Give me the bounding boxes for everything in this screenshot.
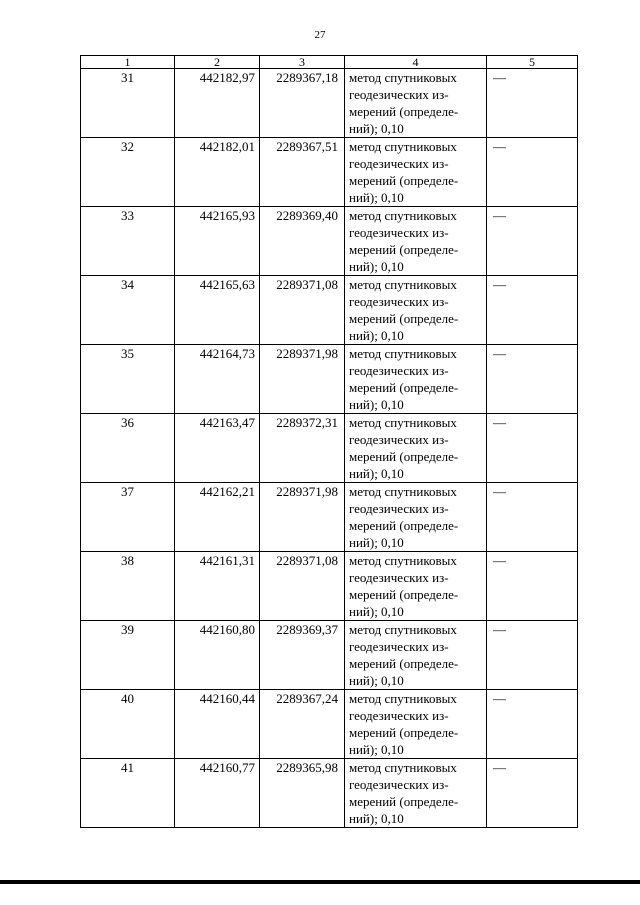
y-coordinate-cell: 2289365,98 bbox=[260, 759, 345, 828]
y-coordinate-cell: 2289371,98 bbox=[260, 345, 345, 414]
note-cell: — bbox=[487, 207, 578, 276]
method-text-line: метод спутниковых bbox=[349, 415, 457, 430]
x-coordinate-cell: 442162,21 bbox=[175, 483, 260, 552]
y-coordinate-cell: 2289371,98 bbox=[260, 483, 345, 552]
method-text-line: метод спутниковых bbox=[349, 139, 457, 154]
method-text-line: мерений (определе- bbox=[349, 104, 459, 119]
method-text-line: ний); 0,10 bbox=[349, 328, 404, 343]
method-text-line: метод спутниковых bbox=[349, 622, 457, 637]
x-coordinate-cell: 442160,44 bbox=[175, 690, 260, 759]
method-cell bbox=[345, 552, 487, 621]
note-cell: — bbox=[487, 621, 578, 690]
y-coordinate-cell: 2289371,08 bbox=[260, 276, 345, 345]
method-text-line: метод спутниковых bbox=[349, 208, 457, 223]
method-text-line: геодезических из- bbox=[349, 570, 449, 585]
x-coordinate-cell: 442182,97 bbox=[175, 69, 260, 138]
note-cell: — bbox=[487, 69, 578, 138]
table-row bbox=[81, 483, 578, 552]
point-number-cell: 38 bbox=[81, 552, 175, 621]
method-text-line: ний); 0,10 bbox=[349, 259, 404, 274]
column-header-1: 1 bbox=[81, 56, 175, 69]
method-cell bbox=[345, 276, 487, 345]
method-text-line: ний); 0,10 bbox=[349, 466, 404, 481]
method-cell bbox=[345, 138, 487, 207]
method-text-line: метод спутниковых bbox=[349, 484, 457, 499]
note-cell: — bbox=[487, 414, 578, 483]
method-cell bbox=[345, 483, 487, 552]
method-text-line: мерений (определе- bbox=[349, 518, 459, 533]
method-text-line: мерений (определе- bbox=[349, 173, 459, 188]
table-row bbox=[81, 690, 578, 759]
method-text-line: ний); 0,10 bbox=[349, 190, 404, 205]
table-row bbox=[81, 552, 578, 621]
method-text-line: метод спутниковых bbox=[349, 691, 457, 706]
note-cell: — bbox=[487, 552, 578, 621]
point-number-cell: 39 bbox=[81, 621, 175, 690]
table-row bbox=[81, 69, 578, 138]
table-header-row bbox=[81, 56, 578, 69]
note-cell: — bbox=[487, 690, 578, 759]
y-coordinate-cell: 2289367,24 bbox=[260, 690, 345, 759]
note-cell: — bbox=[487, 345, 578, 414]
x-coordinate-cell: 442164,73 bbox=[175, 345, 260, 414]
point-number-cell: 34 bbox=[81, 276, 175, 345]
coordinates-table bbox=[80, 55, 578, 828]
method-cell bbox=[345, 345, 487, 414]
x-coordinate-cell: 442182,01 bbox=[175, 138, 260, 207]
x-coordinate-cell: 442160,80 bbox=[175, 621, 260, 690]
table-row bbox=[81, 276, 578, 345]
point-number-cell: 35 bbox=[81, 345, 175, 414]
method-text-line: геодезических из- bbox=[349, 501, 449, 516]
column-header-2: 2 bbox=[175, 56, 260, 69]
point-number-cell: 36 bbox=[81, 414, 175, 483]
method-text-line: метод спутниковых bbox=[349, 346, 457, 361]
method-text-line: мерений (определе- bbox=[349, 311, 459, 326]
method-cell bbox=[345, 621, 487, 690]
method-text-line: геодезических из- bbox=[349, 87, 449, 102]
column-header-3: 3 bbox=[260, 56, 345, 69]
point-number-cell: 32 bbox=[81, 138, 175, 207]
method-text-line: ний); 0,10 bbox=[349, 535, 404, 550]
method-cell bbox=[345, 69, 487, 138]
coordinates-table-body bbox=[81, 56, 578, 828]
x-coordinate-cell: 442165,93 bbox=[175, 207, 260, 276]
method-cell bbox=[345, 414, 487, 483]
method-text-line: метод спутниковых bbox=[349, 277, 457, 292]
point-number-cell: 31 bbox=[81, 69, 175, 138]
method-text-line: мерений (определе- bbox=[349, 242, 459, 257]
method-text-line: мерений (определе- bbox=[349, 380, 459, 395]
note-cell: — bbox=[487, 483, 578, 552]
page-number: 27 bbox=[314, 29, 326, 41]
method-text-line: ний); 0,10 bbox=[349, 742, 404, 757]
method-cell bbox=[345, 759, 487, 828]
table-row bbox=[81, 759, 578, 828]
method-text-line: геодезических из- bbox=[349, 363, 449, 378]
method-text-line: геодезических из- bbox=[349, 156, 449, 171]
table-row bbox=[81, 138, 578, 207]
table-row bbox=[81, 621, 578, 690]
method-text-line: ний); 0,10 bbox=[349, 604, 404, 619]
method-text-line: геодезических из- bbox=[349, 708, 449, 723]
method-text-line: мерений (определе- bbox=[349, 725, 459, 740]
point-number-cell: 41 bbox=[81, 759, 175, 828]
method-text-line: ний); 0,10 bbox=[349, 121, 404, 136]
y-coordinate-cell: 2289372,31 bbox=[260, 414, 345, 483]
y-coordinate-cell: 2289369,40 bbox=[260, 207, 345, 276]
method-cell bbox=[345, 690, 487, 759]
x-coordinate-cell: 442160,77 bbox=[175, 759, 260, 828]
y-coordinate-cell: 2289367,18 bbox=[260, 69, 345, 138]
method-text-line: геодезических из- bbox=[349, 639, 449, 654]
point-number-cell: 40 bbox=[81, 690, 175, 759]
table-row bbox=[81, 414, 578, 483]
method-text-line: метод спутниковых bbox=[349, 760, 457, 775]
y-coordinate-cell: 2289367,51 bbox=[260, 138, 345, 207]
point-number-cell: 33 bbox=[81, 207, 175, 276]
column-header-5: 5 bbox=[487, 56, 578, 69]
method-text-line: мерений (определе- bbox=[349, 656, 459, 671]
table-row bbox=[81, 345, 578, 414]
table-row bbox=[81, 207, 578, 276]
note-cell: — bbox=[487, 138, 578, 207]
method-text-line: геодезических из- bbox=[349, 225, 449, 240]
method-text-line: ний); 0,10 bbox=[349, 673, 404, 688]
note-cell: — bbox=[487, 276, 578, 345]
bottom-border-line bbox=[0, 880, 640, 884]
method-text-line: геодезических из- bbox=[349, 294, 449, 309]
method-text-line: геодезических из- bbox=[349, 432, 449, 447]
x-coordinate-cell: 442163,47 bbox=[175, 414, 260, 483]
method-text-line: метод спутниковых bbox=[349, 70, 457, 85]
y-coordinate-cell: 2289369,37 bbox=[260, 621, 345, 690]
method-text-line: мерений (определе- bbox=[349, 449, 459, 464]
note-cell: — bbox=[487, 759, 578, 828]
column-header-4: 4 bbox=[345, 56, 487, 69]
x-coordinate-cell: 442165,63 bbox=[175, 276, 260, 345]
method-text-line: метод спутниковых bbox=[349, 553, 457, 568]
method-cell bbox=[345, 207, 487, 276]
method-text-line: геодезических из- bbox=[349, 777, 449, 792]
method-text-line: ний); 0,10 bbox=[349, 811, 404, 826]
method-text-line: мерений (определе- bbox=[349, 587, 459, 602]
point-number-cell: 37 bbox=[81, 483, 175, 552]
method-text-line: ний); 0,10 bbox=[349, 397, 404, 412]
x-coordinate-cell: 442161,31 bbox=[175, 552, 260, 621]
method-text-line: мерений (определе- bbox=[349, 794, 459, 809]
y-coordinate-cell: 2289371,08 bbox=[260, 552, 345, 621]
